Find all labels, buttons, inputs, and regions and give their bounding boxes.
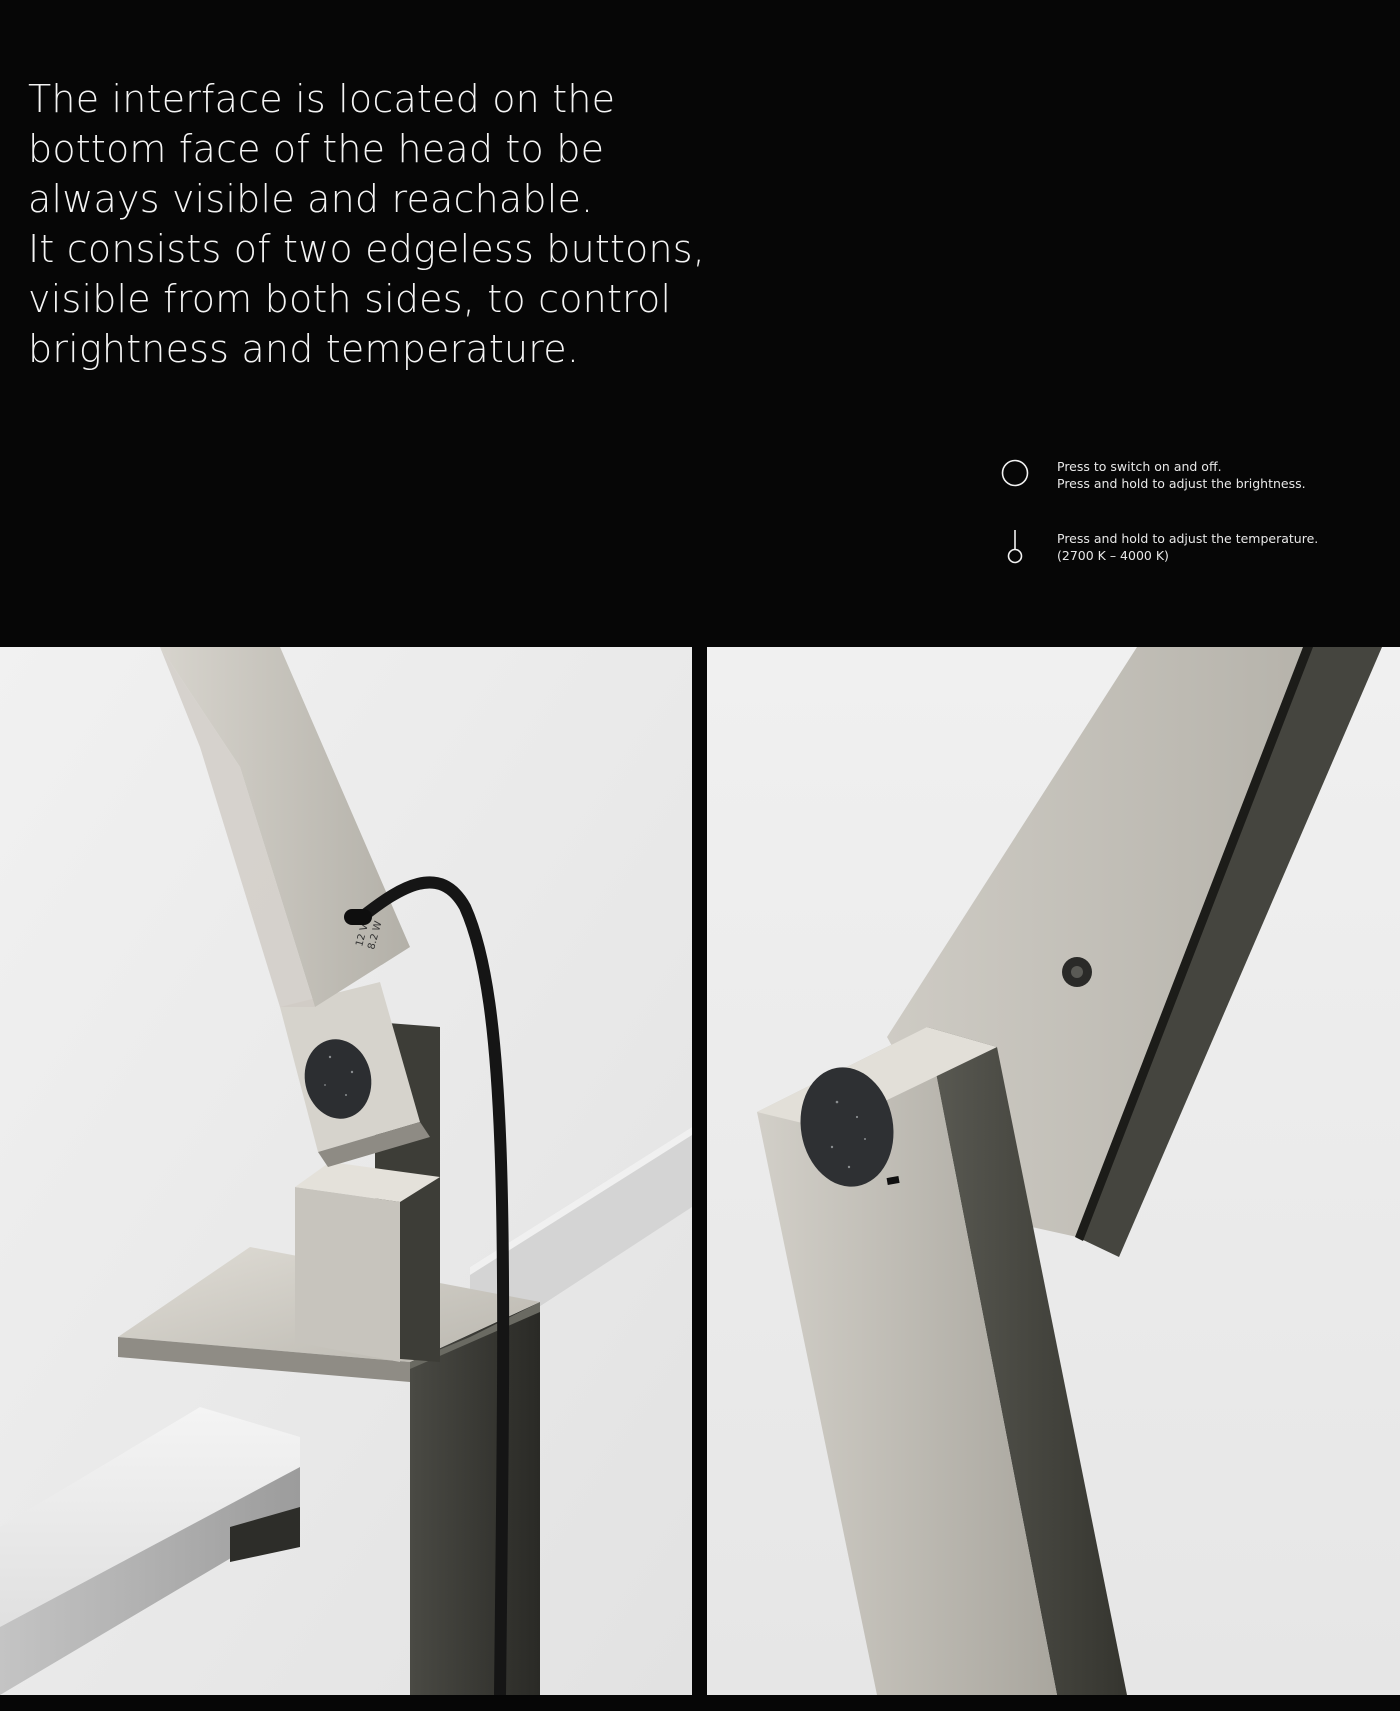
temperature-button-icon	[1000, 530, 1030, 566]
intro-paragraph	[28, 74, 705, 374]
intro-line: bottom face of the head to be	[28, 127, 605, 171]
arm-rating-label-2: 8.2 W	[366, 919, 385, 951]
legend-line: Press and hold to adjust the brightness.	[1057, 476, 1306, 491]
legend-line: (2700 K – 4000 K)	[1057, 548, 1169, 563]
lamp-joint-photo	[707, 647, 1400, 1695]
legend-line: Press and hold to adjust the temperature.	[1057, 531, 1319, 546]
legend-text	[1057, 530, 1318, 564]
intro-line: visible from both sides, to control	[28, 277, 672, 321]
legend-text	[1057, 458, 1306, 492]
lamp-clamp-render	[0, 647, 692, 1695]
lamp-clamp-photo	[0, 647, 692, 1695]
intro-line: The interface is located on the	[28, 77, 616, 121]
legend-line: Press to switch on and off.	[1057, 459, 1222, 474]
lamp-joint-render	[707, 647, 1400, 1695]
arm-rating-label-1: 12 V	[354, 922, 371, 948]
circle-button-icon	[1000, 458, 1030, 488]
intro-line: It consists of two edgeless buttons,	[28, 227, 706, 271]
intro-line: always visible and reachable.	[28, 177, 594, 221]
intro-line: brightness and temperature.	[28, 327, 580, 371]
